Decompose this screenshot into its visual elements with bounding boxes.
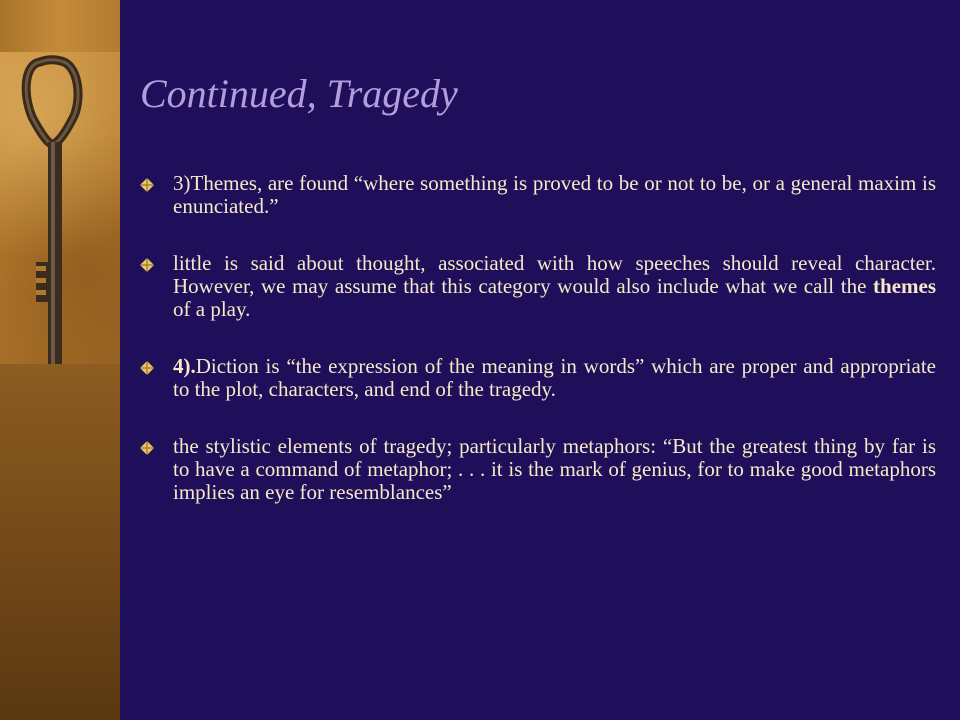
diamond-bullet-icon xyxy=(140,441,154,455)
bullet-text-bold: themes xyxy=(873,274,936,298)
bullet-item xyxy=(140,435,936,504)
key-icon xyxy=(0,52,120,364)
sidebar-lower-band xyxy=(0,364,120,720)
bullet-text: of a play. xyxy=(173,297,251,321)
bullet-text: Diction is “the expression of the meaning in words” which are proper and appropriate to the plot, characters, and end of the tragedy. xyxy=(173,354,936,401)
bullet-text-bold: 4). xyxy=(173,354,196,378)
bullet-text: little is said about thought, associated with how speeches should reveal character. However, we may assume that this category would also include what we call the xyxy=(173,251,936,298)
bullet-item xyxy=(140,172,936,218)
diamond-bullet-icon xyxy=(140,178,154,192)
bullet-item xyxy=(140,355,936,401)
diamond-bullet-icon xyxy=(140,361,154,375)
slide-title: Continued, Tragedy xyxy=(140,71,458,116)
bullet-text: the stylistic elements of tragedy; particularly metaphors: “But the greatest thing by far is to have a command of metaphor; . . . it is the mark of genius, for to make good metaphors implies an eye for resemblances” xyxy=(173,434,936,504)
diamond-bullet-icon xyxy=(140,258,154,272)
bullet-list xyxy=(140,172,936,538)
bullet-item xyxy=(140,252,936,321)
sidebar-top-band xyxy=(0,0,120,52)
bullet-text: 3)Themes, are found “where something is proved to be or not to be, or a general maxim is enunciated.” xyxy=(173,171,936,218)
sidebar-image-panel xyxy=(0,0,120,720)
